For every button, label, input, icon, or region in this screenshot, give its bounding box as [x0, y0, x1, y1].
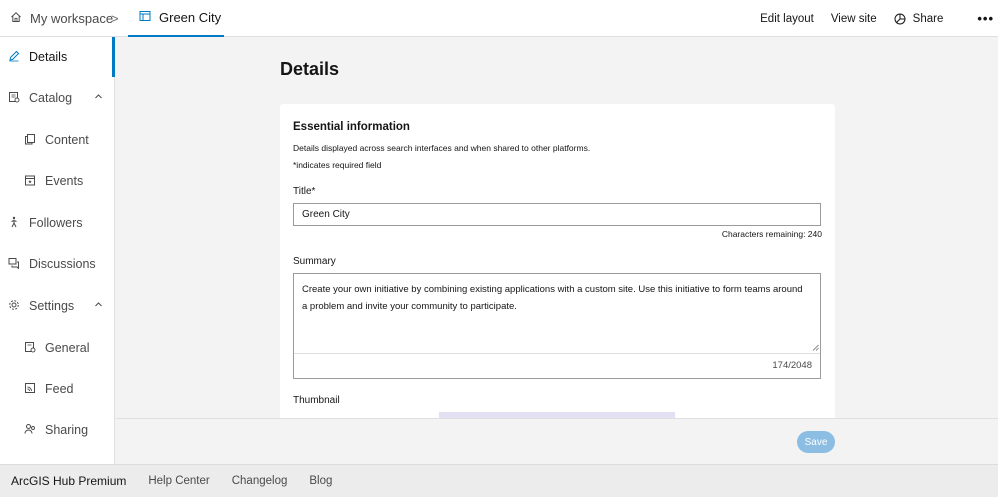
sidebar-item-label: Sharing [45, 423, 89, 437]
top-bar [0, 0, 998, 37]
section-heading: Essential information [293, 121, 410, 133]
sidebar-item-sharing[interactable] [0, 410, 115, 450]
bottom-bar [0, 464, 998, 497]
general-icon [24, 341, 38, 355]
site-layout-icon [139, 10, 151, 25]
section-description: Details displayed across search interfaces and when shared to other platforms. [293, 143, 591, 153]
sidebar-item-label: General [45, 341, 90, 355]
divider [294, 353, 820, 354]
gear-icon [8, 299, 22, 313]
calendar-icon [24, 174, 38, 188]
content-icon [24, 133, 38, 147]
characters-remaining: Characters remaining: 240 [721, 229, 822, 239]
discussion-icon [8, 257, 22, 271]
sidebar-item-label: Feed [45, 382, 74, 396]
sidebar-item-label: Settings [29, 299, 75, 313]
product-name: ArcGIS Hub Premium [11, 474, 127, 488]
sidebar-item-events[interactable] [0, 161, 115, 201]
share-label: Share [912, 12, 944, 25]
sidebar-item-settings[interactable] [0, 286, 115, 326]
chevron-up-icon[interactable] [94, 92, 103, 101]
summary-label: Summary [293, 256, 336, 267]
summary-textarea[interactable] [293, 273, 821, 379]
save-button[interactable]: Save [797, 431, 835, 453]
required-note: *indicates required field [293, 160, 382, 170]
feed-icon [24, 382, 38, 396]
sidebar-item-label: Content [45, 133, 89, 147]
sidebar-item-label: Details [29, 50, 68, 64]
resize-handle-icon[interactable] [812, 344, 819, 351]
sidebar [0, 37, 115, 464]
more-options-button[interactable]: ••• [977, 11, 994, 26]
summary-text: Create your own initiative by combining existing applications with a custom site. Use this initiative to form teams around a problem and invite your community to participate. [302, 284, 803, 312]
title-input[interactable] [293, 203, 821, 226]
sidebar-item-general[interactable] [0, 328, 115, 368]
sidebar-item-label: Events [45, 174, 84, 188]
breadcrumb-separator: > [111, 11, 119, 26]
share-icon [894, 13, 906, 25]
help-center-link[interactable]: Help Center [148, 475, 210, 487]
chevron-up-icon[interactable] [94, 300, 103, 309]
sidebar-item-label: Catalog [29, 91, 73, 105]
sidebar-item-feed[interactable] [0, 369, 115, 409]
sidebar-item-label: Discussions [29, 257, 96, 271]
edit-layout-button[interactable]: Edit layout [760, 12, 814, 25]
breadcrumb-site-tab[interactable] [128, 0, 224, 37]
pencil-icon [8, 50, 22, 64]
sidebar-item-content[interactable] [0, 120, 115, 160]
catalog-icon [8, 91, 22, 105]
view-site-button[interactable]: View site [830, 12, 877, 25]
sidebar-item-details[interactable] [0, 37, 115, 77]
person-walk-icon [8, 216, 22, 230]
breadcrumb-site-label: Green City [159, 10, 222, 25]
essential-info-card [280, 104, 835, 418]
sidebar-item-label: Followers [29, 216, 83, 230]
main-content [116, 37, 998, 418]
changelog-link[interactable]: Changelog [231, 475, 288, 487]
summary-character-count: 174/2048 [772, 360, 812, 371]
save-footer [116, 418, 998, 464]
thumbnail-label: Thumbnail [293, 395, 340, 406]
breadcrumb-workspace[interactable] [10, 0, 113, 37]
home-icon [10, 11, 22, 26]
sidebar-item-catalog[interactable] [0, 78, 115, 118]
sidebar-item-followers[interactable] [0, 203, 115, 243]
page-title: Details [280, 59, 340, 79]
sidebar-item-discussions[interactable] [0, 244, 115, 284]
share-button[interactable] [894, 13, 961, 25]
breadcrumb-workspace-label: My workspace [30, 11, 114, 26]
top-actions [760, 0, 998, 37]
sharing-icon [24, 423, 38, 437]
title-label: Title* [293, 186, 316, 197]
blog-link[interactable]: Blog [309, 475, 333, 487]
